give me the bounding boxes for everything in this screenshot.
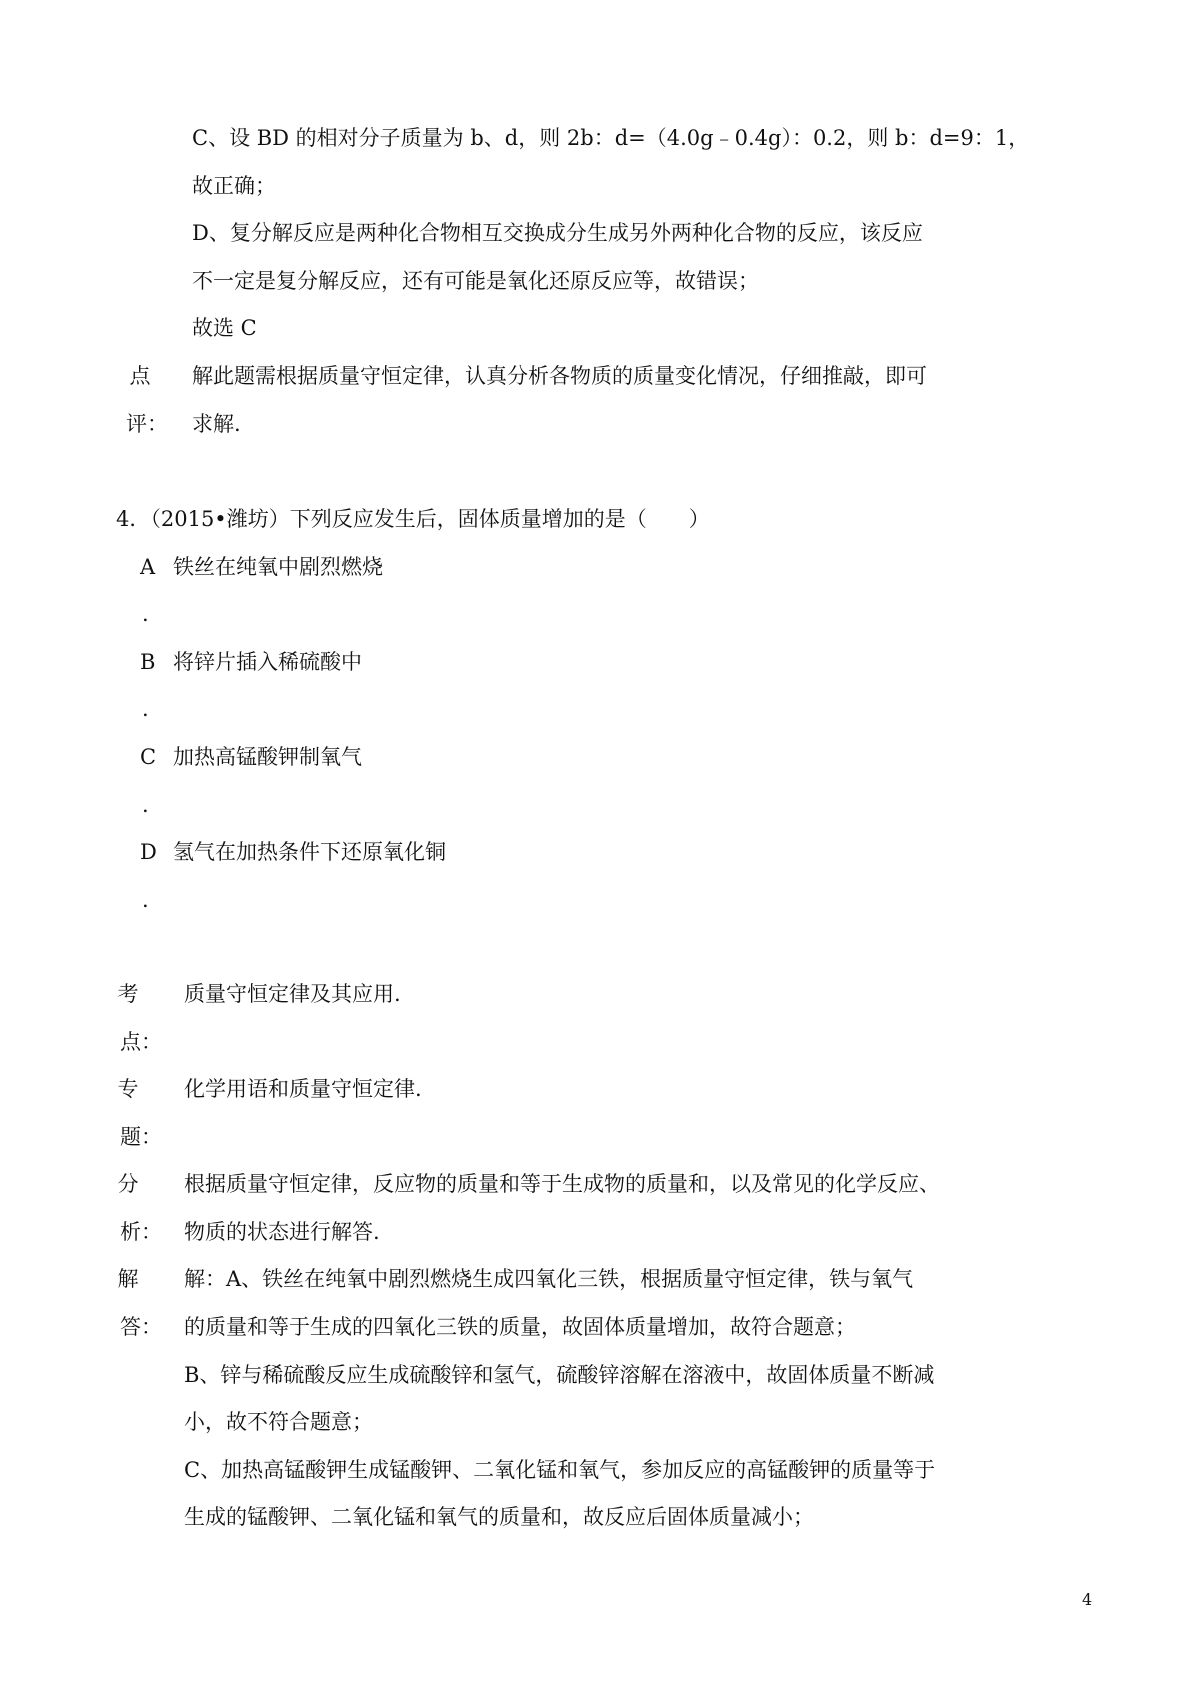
- comment-text: 求解.: [192, 412, 241, 436]
- section-text: 质量守恒定律及其应用.: [184, 982, 401, 1006]
- section-text: 根据质量守恒定律，反应物的质量和等于生成物的质量和，以及常见的化学反应、: [184, 1172, 940, 1196]
- option-dot: .: [142, 697, 149, 721]
- option-letter: D: [140, 840, 157, 864]
- option-text: 加热高锰酸钾制氧气: [173, 745, 362, 769]
- comment-label: 评：: [126, 412, 168, 436]
- section-label: 答：: [120, 1315, 162, 1339]
- option-letter: B: [140, 650, 156, 674]
- section-label: 题：: [120, 1125, 162, 1149]
- comment-label: 点: [129, 364, 151, 388]
- answer-line: C、加热高锰酸钾生成锰酸钾、二氧化锰和氧气，参加反应的高锰酸钾的质量等于: [184, 1458, 936, 1482]
- option-dot: .: [142, 602, 149, 626]
- section-label: 点：: [120, 1030, 162, 1054]
- option-dot: .: [142, 888, 149, 912]
- prev-analysis-line: C、设 BD 的相对分子质量为 b、d，则 2b：d=（4.0g﹣0.4g）：0.2，则 b：d=9：1，: [192, 126, 1030, 150]
- prev-analysis-line: D、复分解反应是两种化合物相互交换成分生成另外两种化合物的反应，该反应: [192, 221, 923, 245]
- option-text: 氢气在加热条件下还原氧化铜: [173, 840, 446, 864]
- section-text: 物质的状态进行解答.: [184, 1220, 380, 1244]
- section-label: 解: [117, 1267, 139, 1291]
- prev-analysis-line: 不一定是复分解反应，还有可能是氧化还原反应等，故错误；: [192, 269, 759, 293]
- answer-line: 的质量和等于生成的四氧化三铁的质量，故固体质量增加，故符合题意；: [184, 1315, 856, 1339]
- section-label: 析：: [120, 1220, 162, 1244]
- section-label: 考: [117, 982, 139, 1006]
- answer-line: B、锌与稀硫酸反应生成硫酸锌和氢气，硫酸锌溶解在溶液中，故固体质量不断减: [184, 1363, 935, 1387]
- option-letter: C: [140, 745, 157, 769]
- prev-analysis-line: 故选 C: [192, 316, 257, 340]
- section-text: 化学用语和质量守恒定律.: [184, 1077, 422, 1101]
- section-label: 专: [117, 1077, 139, 1101]
- answer-line: 生成的锰酸钾、二氧化锰和氧气的质量和，故反应后固体质量减小；: [184, 1505, 814, 1529]
- section-label: 分: [117, 1172, 139, 1196]
- answer-line: 解：A、铁丝在纯氧中剧烈燃烧生成四氧化三铁，根据质量守恒定律，铁与氧气: [184, 1267, 914, 1291]
- option-text: 将锌片插入稀硫酸中: [173, 650, 362, 674]
- option-dot: .: [142, 793, 149, 817]
- comment-text: 解此题需根据质量守恒定律，认真分析各物质的质量变化情况，仔细推敲，即可: [192, 364, 927, 388]
- page-number: 4: [1082, 1590, 1093, 1609]
- answer-line: 小，故不符合题意；: [184, 1410, 373, 1434]
- question-stem: 4．（2015•潍坊）下列反应发生后，固体质量增加的是（ ）: [116, 507, 710, 531]
- option-text: 铁丝在纯氧中剧烈燃烧: [173, 555, 383, 579]
- option-letter: A: [140, 555, 156, 579]
- prev-analysis-line: 故正确；: [192, 174, 276, 198]
